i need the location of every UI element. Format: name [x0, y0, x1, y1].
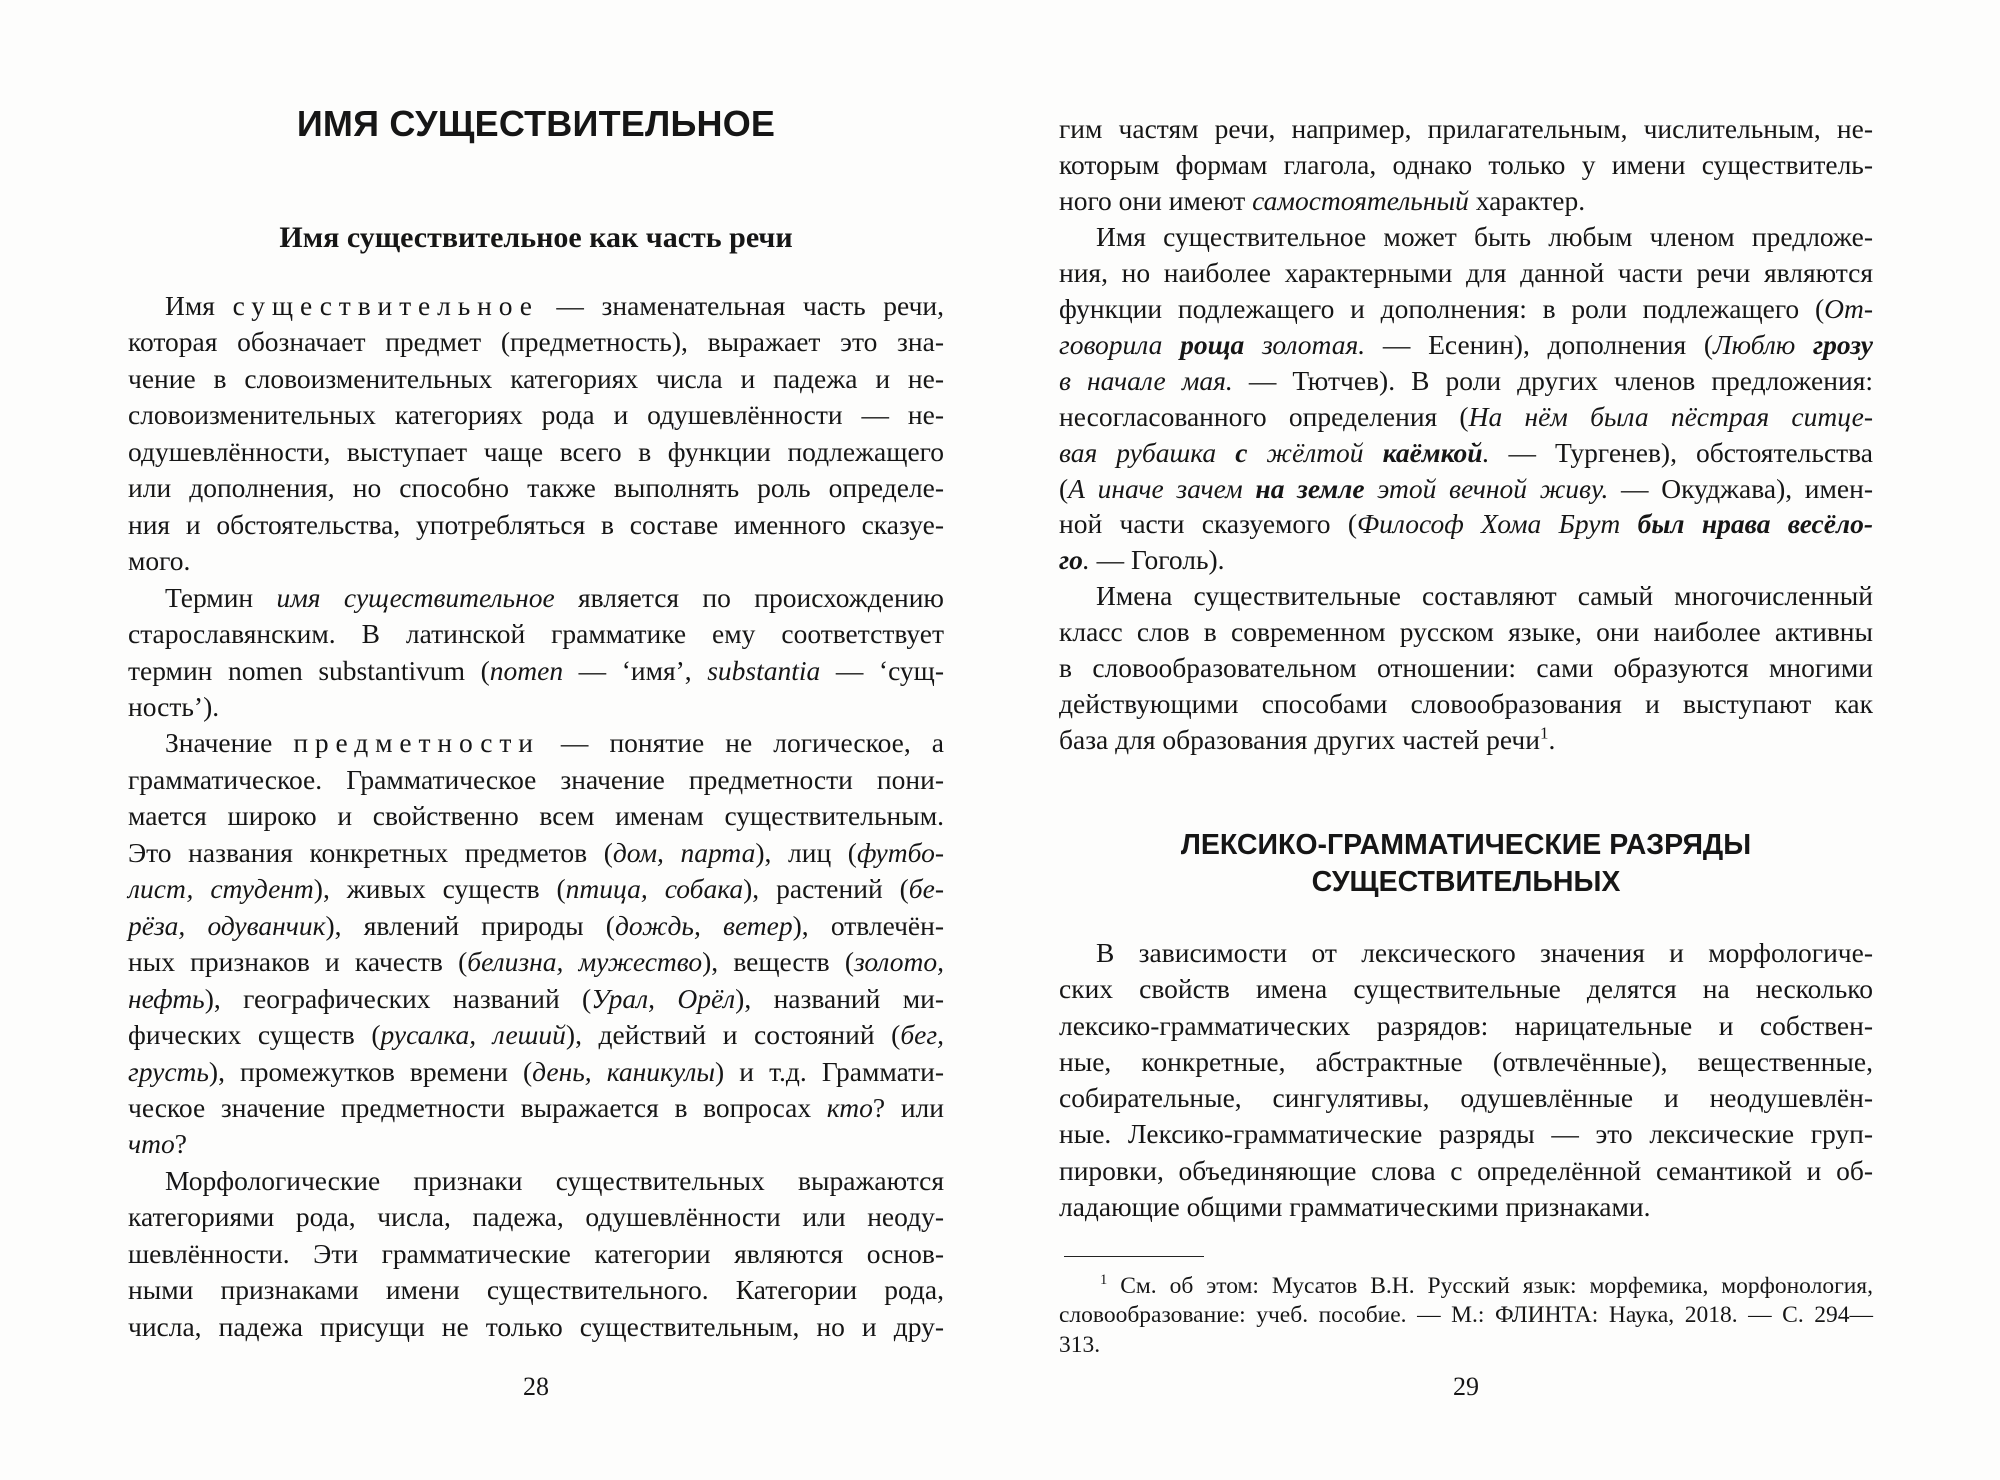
italic-text: Урал, Орёл [591, 982, 736, 1014]
italic-text: лист, студент [128, 873, 314, 905]
paragraph [128, 725, 944, 1162]
text-line [128, 689, 944, 725]
footnote-text [1059, 1272, 1873, 1360]
text-run: ( [1059, 472, 1069, 504]
text-run: — Окуджава), имен- [1608, 472, 1874, 504]
text-line [128, 1054, 944, 1090]
text-run: ), промежутков времени ( [208, 1055, 533, 1087]
text-run: ния, но наиболее характерными для данной части речи являются [1059, 256, 1873, 288]
section-subtitle: Имя существительное как часть речи [279, 221, 793, 254]
italic-text: кто [826, 1091, 873, 1123]
italic-text: Философ Хома Брут [1357, 508, 1638, 540]
text-line [1059, 1080, 1873, 1116]
italic-text: substantia [707, 654, 821, 686]
text-line [128, 725, 944, 761]
text-run: в словообразовательном отношении: сами образуются многими [1059, 652, 1873, 684]
text-run: ладающие общими грамматическими признаками. [1059, 1190, 1651, 1222]
paragraph [1059, 935, 1873, 1225]
italic-text: белизна, мужество [467, 946, 703, 978]
text-line [1059, 111, 1873, 147]
text-line [128, 1163, 944, 1199]
text-line [128, 908, 944, 944]
text-line [128, 944, 944, 980]
page-number: 28 [523, 1372, 549, 1401]
text-line [128, 762, 944, 798]
italic-text: А иначе зачем [1068, 472, 1256, 504]
section-heading-line: ЛЕКСИКО-ГРАММАТИЧЕСКИЕ РАЗРЯДЫ [1180, 829, 1752, 861]
text-run: ), веществ ( [702, 946, 854, 978]
text-line [1059, 435, 1873, 471]
body-text [1059, 111, 1873, 758]
text-line [128, 1126, 944, 1162]
text-line [128, 798, 944, 834]
italic-text: футбо- [856, 836, 944, 868]
text-run: — Тютчев). В роли других членов предложения: [1232, 364, 1873, 396]
italic-text: вая рубашка [1059, 436, 1236, 468]
italic-text: нефть [128, 982, 205, 1014]
footnote-marker: 1 [1539, 723, 1549, 743]
text-run: характер. [1468, 184, 1586, 216]
italic-text: грусть [128, 1055, 209, 1087]
text-run: Имя [165, 290, 233, 321]
paragraph [128, 288, 944, 580]
text-run: является по происхождению [554, 581, 944, 613]
paragraph [1059, 578, 1873, 758]
text-run: Это названия конкретных предметов ( [128, 836, 613, 868]
text-run: класс слов в современном русском языке, они наиболее активны [1059, 616, 1873, 648]
text-line [1059, 399, 1873, 435]
text-line [1059, 650, 1873, 686]
section-heading [1059, 827, 1873, 901]
italic-text: От- [1824, 292, 1873, 324]
bold-italic-text: каёмкой [1382, 436, 1483, 468]
text-run: функции подлежащего и дополнения: в роли подлежащего ( [1059, 292, 1825, 324]
text-line [1059, 722, 1873, 758]
text-run: ? или [872, 1091, 944, 1123]
text-run: ), живых существ ( [313, 873, 566, 905]
text-run: ных признаков и качеств ( [128, 946, 468, 978]
text-run: несогласованного определения ( [1059, 400, 1469, 432]
text-line [1059, 1044, 1873, 1080]
text-run: действующими способами словообразования и выступают как [1059, 688, 1873, 720]
text-run: ность’). [128, 690, 220, 722]
bold-italic-text: с [1235, 436, 1248, 468]
text-run: — знаменательная часть речи, [538, 290, 944, 321]
text-run: ными признаками имени существительного. Категории рода, [128, 1274, 944, 1306]
text-run: база для образования других частей речи [1059, 724, 1540, 756]
text-run: одушевлённости, выступает чаще всего в функции подлежащего [128, 435, 944, 467]
text-line [128, 580, 944, 616]
italic-text: . [1482, 436, 1490, 468]
italic-text: золото, [854, 946, 944, 978]
italic-text: день, каникулы [532, 1055, 715, 1087]
italic-text: в начале мая. [1059, 364, 1233, 396]
text-line [1059, 219, 1873, 255]
text-line [128, 434, 944, 470]
text-line [1059, 578, 1873, 614]
text-run: числа, падежа присущи не только существительным, но и дру- [128, 1310, 944, 1342]
italic-text: жёлтой [1247, 436, 1383, 468]
text-line [1059, 1116, 1873, 1152]
text-line [1059, 255, 1873, 291]
text-run: которым формам глагола, однако только у имени существитель- [1059, 148, 1873, 180]
paragraph [1059, 111, 1873, 219]
italic-text: говорила [1059, 328, 1181, 360]
text-line [128, 981, 944, 1017]
italic-text: Люблю [1713, 328, 1813, 360]
text-run: ческое значение предметности выражается в вопросах [128, 1091, 827, 1123]
text-line [128, 653, 944, 689]
text-run: мого. [128, 545, 191, 577]
text-run: ), названий ми- [735, 982, 945, 1014]
text-line [1059, 971, 1873, 1007]
italic-text: дождь, ветер [614, 909, 793, 941]
text-run: которая обозначает предмет (предметность), выражает это зна- [128, 326, 944, 358]
text-run: лексико-грамматических разрядов: нарицательные и собствен- [1059, 1009, 1873, 1041]
text-line [1059, 327, 1873, 363]
text-line [1059, 1331, 1873, 1360]
text-run: Значение [165, 727, 294, 759]
text-run: ), растений ( [743, 873, 909, 905]
text-line [1059, 935, 1873, 971]
text-run: 313. [1059, 1331, 1101, 1358]
text-run: ного они имеют [1059, 184, 1253, 216]
text-run: — понятие не логическое, а [539, 727, 944, 759]
bold-italic-text: роща [1180, 328, 1245, 360]
text-line [1059, 1272, 1873, 1301]
text-line [128, 1309, 944, 1345]
italic-text: бег, [900, 1019, 944, 1051]
text-run: собирательные, сингулятивы, одушевлённые и неодушевлён- [1059, 1082, 1873, 1113]
text-run: — Тургенев), обстоятельства [1489, 436, 1873, 468]
text-run: фических существ ( [128, 1019, 381, 1051]
text-run: или дополнения, но способно также выполнять роль определе- [128, 472, 944, 504]
text-line [1059, 614, 1873, 650]
text-run: Морфологические признаки существительных выражаются [165, 1164, 944, 1196]
section-heading-line: СУЩЕСТВИТЕЛЬНЫХ [1311, 866, 1621, 898]
text-line [128, 470, 944, 506]
text-line [128, 1017, 944, 1053]
text-run: ), лиц ( [755, 836, 857, 868]
footnote-marker: 1 [1100, 1271, 1108, 1288]
text-line [128, 1272, 944, 1308]
footnote-divider [1064, 1256, 1204, 1257]
text-line [1059, 686, 1873, 722]
text-run: категориями рода, числа, падежа, одушевлённости или неоду- [128, 1201, 944, 1233]
text-run: — ‘имя’, [563, 654, 708, 686]
text-line [128, 543, 944, 579]
italic-text: русалка, леший [380, 1019, 566, 1051]
body-text [1059, 935, 1873, 1225]
spaced-text: предметности [293, 727, 540, 759]
text-run: словообразование: учеб. пособие. — М.: ФЛИНТА: Наука, 2018. — С. 294— [1059, 1302, 1873, 1329]
text-run: — ‘сущ- [820, 654, 944, 686]
text-run: термин nomen substantivum ( [128, 654, 490, 686]
bold-italic-text: грозу [1812, 328, 1873, 360]
italic-text: золотая. [1244, 328, 1366, 360]
text-run: чение в словоизменительных категориях числа и падежа и не- [128, 362, 944, 394]
italic-text: самостоятельный [1252, 184, 1469, 216]
text-run: См. об этом: Мусатов В.Н. Русский язык: морфемика, морфонология, [1107, 1273, 1873, 1299]
italic-text: дом, парта [612, 836, 756, 868]
text-run: — Гоголь). [1089, 544, 1225, 576]
right-page [1000, 0, 2000, 1480]
text-line [128, 1236, 944, 1272]
page-number: 29 [1453, 1372, 1479, 1401]
text-line [128, 871, 944, 907]
bold-italic-text: на земле [1255, 472, 1365, 504]
text-run: Имя существительное может быть любым членом предложе- [1096, 220, 1873, 252]
text-run: ) и т.д. Граммати- [715, 1055, 944, 1087]
text-run: ), отвлечён- [792, 909, 945, 941]
spaced-text: существительное [232, 290, 539, 321]
text-line [128, 1090, 944, 1126]
text-run: ные. Лексико-грамматические разряды — это лексические груп- [1059, 1118, 1873, 1150]
bold-italic-text: был нрава весёло- [1637, 508, 1873, 540]
chapter-title: ИМЯ СУЩЕСТВИТЕЛЬНОЕ [296, 103, 776, 144]
text-run: ских свойств имена существительные делятся на несколько [1059, 973, 1873, 1005]
text-line [1059, 471, 1873, 507]
text-line [1059, 1189, 1873, 1225]
text-line [1059, 1153, 1873, 1189]
text-line [1059, 147, 1873, 183]
paragraph [128, 1163, 944, 1345]
text-run: — Есенин), дополнения ( [1365, 328, 1714, 360]
text-line [1059, 506, 1873, 542]
text-run: ), действий и состояний ( [565, 1019, 901, 1051]
italic-text: имя существительное [276, 581, 555, 613]
text-run: гим частям речи, например, прилагательным, числительным, не- [1059, 113, 1873, 144]
text-run: ), географических названий ( [204, 982, 592, 1014]
text-line [128, 835, 944, 871]
body-text [128, 288, 944, 1345]
italic-text: что [128, 1128, 175, 1160]
text-run: грамматическое. Грамматическое значение предметности пони- [128, 763, 944, 795]
italic-text: этой вечной живу. [1364, 472, 1609, 504]
text-run: Имена существительные составляют самый многочисленный [1096, 580, 1873, 612]
text-run: старославянским. В латинской грамматике ему соответствует [128, 618, 944, 650]
text-line [1059, 542, 1873, 578]
italic-text: nomen [489, 654, 564, 686]
italic-text: . [1082, 544, 1090, 576]
text-line [128, 288, 944, 324]
text-run: ния и обстоятельства, употребляться в составе именного сказуе- [128, 508, 944, 540]
text-run: ? [174, 1128, 187, 1160]
italic-text: птица, собака [565, 873, 744, 905]
text-line [128, 616, 944, 652]
footnote [1059, 1272, 1873, 1360]
text-run: Термин [165, 581, 277, 613]
paragraph [128, 580, 944, 726]
italic-text: бе- [908, 873, 944, 905]
text-run: ные, конкретные, абстрактные (отвлечённые), вещественные, [1059, 1045, 1873, 1077]
text-line [128, 397, 944, 433]
italic-text: На нём была пёстрая ситце- [1468, 400, 1873, 432]
text-run: мается широко и свойственно всем именам существительным. [128, 800, 944, 832]
text-run: шевлённости. Эти грамматические категории являются основ- [128, 1237, 944, 1269]
text-line [128, 361, 944, 397]
text-line [1059, 291, 1873, 327]
text-line [1059, 363, 1873, 399]
paragraph [1059, 219, 1873, 579]
text-run: ), явлений природы ( [325, 909, 615, 941]
text-line [128, 324, 944, 360]
text-run: . [1548, 724, 1556, 756]
text-line [1059, 1301, 1873, 1330]
text-run: словоизменительных категориях рода и одушевлённости — не- [128, 399, 944, 431]
text-run: ной части сказуемого ( [1059, 508, 1357, 540]
text-run: пировки, объединяющие слова с определённой семантикой и об- [1059, 1154, 1873, 1186]
text-line [128, 1199, 944, 1235]
text-line [1059, 183, 1873, 219]
italic-text: рёза, одуванчик [128, 909, 326, 941]
text-line [128, 507, 944, 543]
bold-italic-text: го [1059, 544, 1083, 576]
text-run: В зависимости от лексического значения и морфологиче- [1096, 937, 1873, 968]
text-line [1059, 1008, 1873, 1044]
